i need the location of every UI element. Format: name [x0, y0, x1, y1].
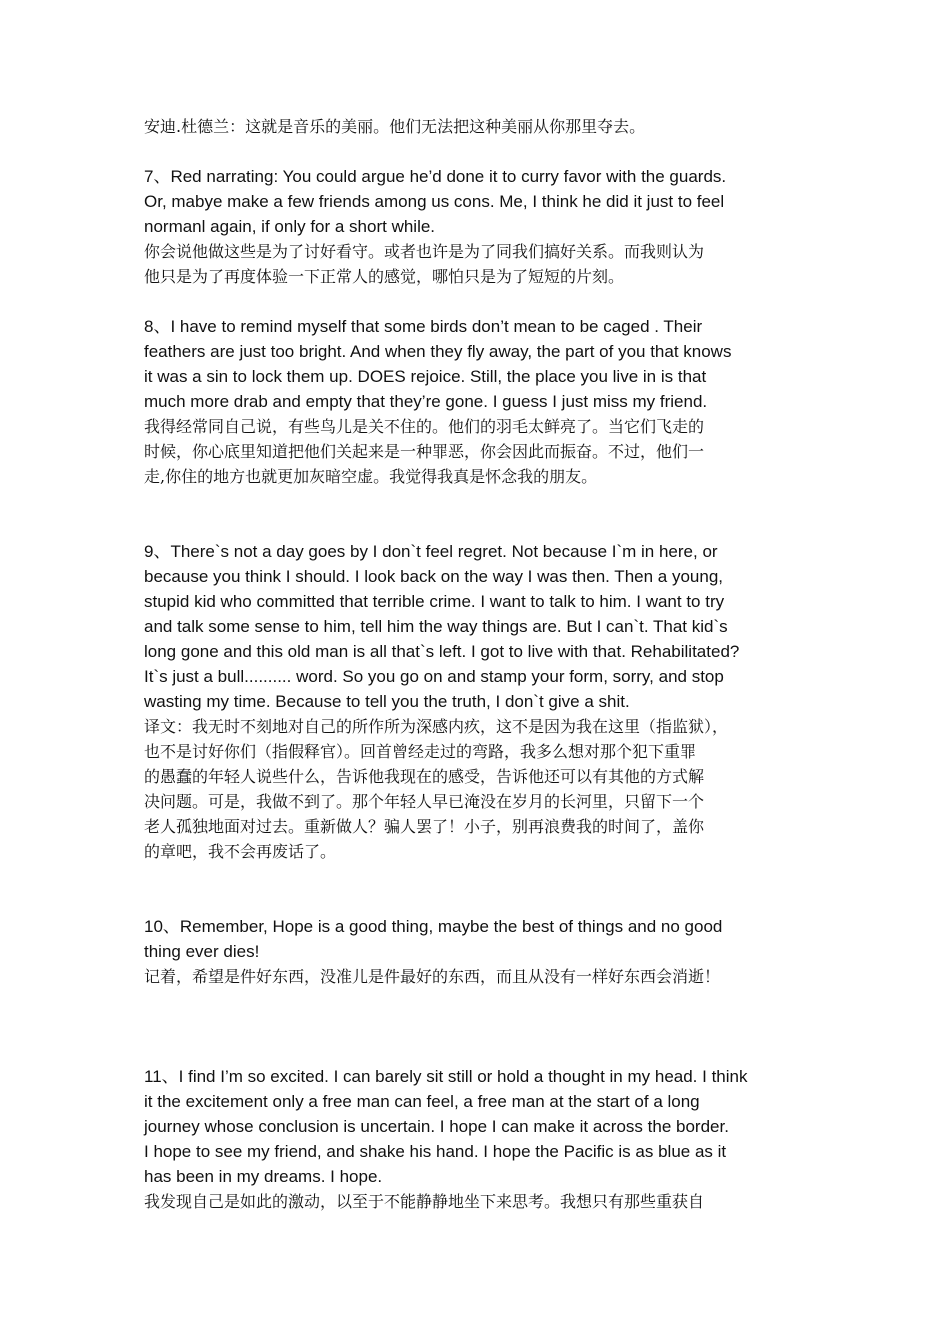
quote-9	[144, 539, 810, 864]
text-line: because you think I should. I look back on the way I was then. Then a young,	[144, 567, 723, 586]
text-line: It`s just a bull.......... word. So you go on and stamp your form, sorry, and stop	[144, 667, 724, 686]
paragraph-gap	[144, 864, 810, 914]
paragraph-gap	[144, 989, 810, 1064]
paragraph-gap	[144, 139, 810, 164]
text-line: much more drab and empty that they’re gone. I guess I just miss my friend.	[144, 392, 708, 411]
text-line: has been in my dreams. I hope.	[144, 1167, 383, 1186]
text-line: thing ever dies!	[144, 942, 260, 961]
text-line: 我发现自己是如此的激动，以至于不能静静地坐下来思考。我想只有那些重获自	[144, 1192, 705, 1211]
quote-10-english	[144, 914, 810, 964]
text-line: 安迪.杜德兰：这就是音乐的美丽。他们无法把这种美丽从你那里夺去。	[144, 117, 646, 136]
text-line: 你会说他做这些是为了讨好看守。或者也许是为了同我们搞好关系。而我则认为	[144, 242, 705, 261]
text-line: normanl again, if only for a short while.	[144, 217, 436, 236]
text-line: and talk some sense to him, tell him the way things are. But I can`t. That kid`s	[144, 617, 728, 636]
text-column	[144, 114, 810, 1214]
quote-9-chinese	[144, 714, 810, 864]
text-line: stupid kid who committed that terrible crime. I want to talk to him. I want to try	[144, 592, 725, 611]
text-line: 10、Remember, Hope is a good thing, maybe the best of things and no good	[144, 917, 723, 936]
text-line: 决问题。可是，我做不到了。那个年轻人早已淹没在岁月的长河里，只留下一个	[144, 792, 705, 811]
quote-10-chinese	[144, 964, 810, 989]
text-line: Or, mabye make a few friends among us cons. Me, I think he did it just to feel	[144, 192, 725, 211]
paragraph-gap	[144, 489, 810, 539]
text-line: 7、Red narrating: You could argue he’d done it to curry favor with the guards.	[144, 167, 727, 186]
quote-9-english	[144, 539, 810, 714]
text-line: 时候，你心底里知道把他们关起来是一种罪恶，你会因此而振奋。不过，他们一	[144, 442, 705, 461]
text-line: 他只是为了再度体验一下正常人的感觉，哪怕只是为了短短的片刻。	[144, 267, 625, 286]
text-line: 老人孤独地面对过去。重新做人？骗人罢了！小子，别再浪费我的时间了，盖你	[144, 817, 705, 836]
quote-7-chinese	[144, 239, 810, 289]
text-line: it was a sin to lock them up. DOES rejoice. Still, the place you live in is that	[144, 367, 707, 386]
intro-translation	[144, 114, 810, 139]
quote-8-english	[144, 314, 810, 414]
quote-11-chinese	[144, 1189, 810, 1214]
paragraph-gap	[144, 289, 810, 314]
quote-7	[144, 164, 810, 289]
text-line: it the excitement only a free man can feel, a free man at the start of a long	[144, 1092, 700, 1111]
quote-11	[144, 1064, 810, 1214]
text-line: 8、I have to remind myself that some birds don’t mean to be caged . Their	[144, 317, 703, 336]
text-line: 的愚蠢的年轻人说些什么，告诉他我现在的感受，告诉他还可以有其他的方式解	[144, 767, 705, 786]
text-line: 我得经常同自己说，有些鸟儿是关不住的。他们的羽毛太鲜亮了。当它们飞走的	[144, 417, 705, 436]
quote-8	[144, 314, 810, 489]
text-line: feathers are just too bright. And when they fly away, the part of you that knows	[144, 342, 732, 361]
text-line: 的章吧，我不会再废话了。	[144, 842, 337, 861]
text-line: 记着，希望是件好东西，没准儿是件最好的东西，而且从没有一样好东西会消逝！	[144, 967, 721, 986]
text-line: 9、There`s not a day goes by I don`t feel regret. Not because I`m in here, or	[144, 542, 718, 561]
text-line: wasting my time. Because to tell you the truth, I don`t give a shit.	[144, 692, 630, 711]
text-line: 译文：我无时不刻地对自己的所作所为深感内疚，这不是因为我在这里（指监狱），	[144, 717, 729, 736]
quote-11-english	[144, 1064, 810, 1189]
text-line: 也不是讨好你们（指假释官）。回首曾经走过的弯路，我多么想对那个犯下重罪	[144, 742, 697, 761]
text-line: journey whose conclusion is uncertain. I hope I can make it across the border.	[144, 1117, 729, 1136]
text-line: 走,你住的地方也就更加灰暗空虚。我觉得我真是怀念我的朋友。	[144, 467, 598, 486]
quote-8-chinese	[144, 414, 810, 489]
text-line: long gone and this old man is all that`s left. I got to live with that. Rehabilitated?	[144, 642, 740, 661]
quote-10	[144, 914, 810, 989]
text-line: 11、I find I’m so excited. I can barely sit still or hold a thought in my head. I think	[144, 1067, 748, 1086]
quote-7-english	[144, 164, 810, 239]
text-line: I hope to see my friend, and shake his hand. I hope the Pacific is as blue as it	[144, 1142, 727, 1161]
